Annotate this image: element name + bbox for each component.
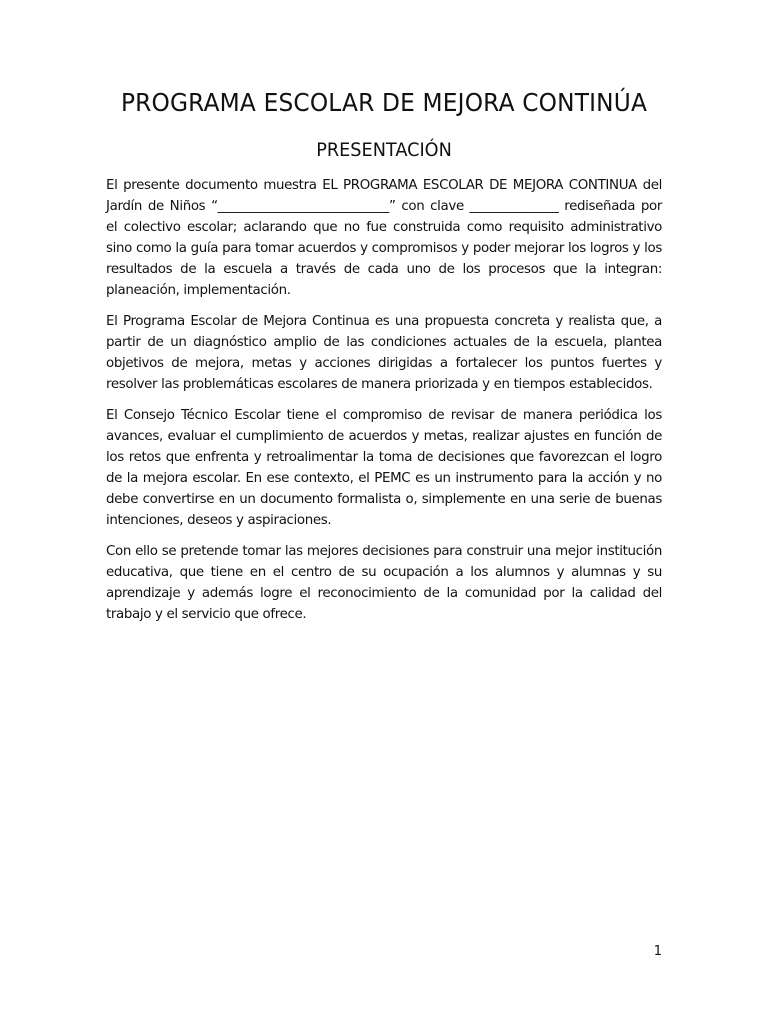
document-title: PROGRAMA ESCOLAR DE MEJORA CONTINÚA [120, 88, 648, 117]
paragraph-conclusion: Con ello se pretende tomar las mejores decisiones para construir una mejor institución educativa, que tiene en el centro de su ocupación a los alumnos y alumnas y su aprendizaje y además logre el reconocimiento de la comunidad por la calidad del trabajo y el servicio que ofrece. [106, 544, 662, 622]
paragraph-introduction: El presente documento muestra EL PROGRAMA ESCOLAR DE MEJORA CONTINUA del Jardín de Niños “___________________________” con clave ______________ rediseñada por el colectivo escolar; aclarando que no fue construida como requisito administrativo sino como la guía para tomar acuerdos y compromisos y poder mejorar los logros y los resultados de la escuela a través de cada uno de los procesos que la integran: planeación, implementación. [106, 178, 662, 298]
paragraph-program-description: El Programa Escolar de Mejora Continua es una propuesta concreta y realista que, a partir de un diagnóstico amplio de las condiciones actuales de la escuela, plantea objetivos de mejora, metas y acciones dirigidas a fortalecer los puntos fuertes y resolver las problemáticas escolares de manera priorizada y en tiempos establecidos. [106, 314, 662, 392]
section-title: PRESENTACIÓN [316, 139, 452, 161]
document-body [106, 175, 662, 635]
page-number: 1 [653, 944, 662, 959]
paragraph-technical-council: El Consejo Técnico Escolar tiene el compromiso de revisar de manera periódica los avances, evaluar el cumplimiento de acuerdos y metas, realizar ajustes en función de los retos que enfrenta y retroalimentar la toma de decisiones que favorezcan el logro de la mejora escolar. En ese contexto, el PEMC es un instrumento para la acción y no debe convertirse en un documento formalista o, simplemente en una serie de buenas intenciones, deseos y aspiraciones. [106, 408, 662, 528]
